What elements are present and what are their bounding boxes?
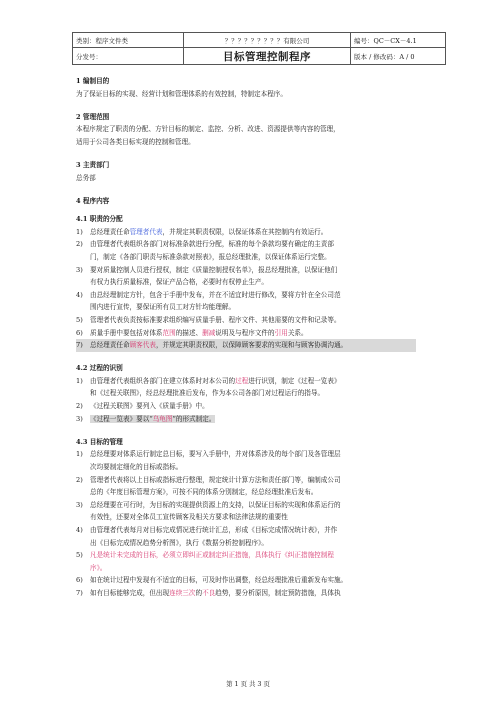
list-item: 1) 总经理要对体系运行制定总目标，要写入手册中，并对体系涉及的每个部门及各管理层 次均要制定细化的目标或指标。 <box>76 450 341 471</box>
document-title: 目标管理控制程序 <box>184 48 351 65</box>
list-item: 5) 凡是统计未完成的目标，必须立即纠正或制定纠正措施，具体执行《纠正措施控制程 序》。 <box>76 551 334 572</box>
list-item: 6) 质量手册中要包括对体系范围的描述、删减说明及与程序文件的引用关系。 <box>76 328 308 337</box>
list-item: 2) 管理者代表将以上目标或指标进行整理，规定统计计算方法和责任部门等，编制成公司 总的《年度目标管理方案》，可按不同的体系分别制定，经总经理批准后发布。 <box>76 475 341 497</box>
list-item: 1) 总经理责任命管理者代表，并规定其职责权限，以保证体系在其控制内有效运行。 <box>76 227 328 236</box>
section-1-title: 1 编制目的 <box>76 77 110 85</box>
version-cell: 版本 / 修改码：A / 0 <box>351 48 446 65</box>
section-4-3-title: 4.3 目标的管理 <box>76 437 123 446</box>
section-3-title: 3 主责部门 <box>76 160 110 169</box>
list-item: 1) 由管理者代表组织各部门在建立体系时对本公司的过程进行识别，制定《过程一览表》 和《过程关联图》，经总经理批准后发布，作为本公司各部门对过程运行的指导。 <box>76 376 341 398</box>
list-item-highlighted: 3) 《过程一览表》要以“乌龟图”的形式制定。 <box>76 414 216 423</box>
list-item: 4) 由管理者代表每月对目标完成情况进行统计汇总，形成《目标完成情况统计表》，并作 出《目标完成情况趋势分析图》，执行《数据分析控制程序》。 <box>76 525 338 547</box>
document-header-table <box>72 32 446 65</box>
list-item: 3) 要对质量控制人员进行授权，制定《质量控制授权名单》，报总经理批准，以保证他们 有权力执行质量标准，保证产品合格，必要时有权停止生产。 <box>76 265 338 287</box>
list-item: 6) 如在统计过程中发现有不适宜的目标，可及时作出调整，经总经理批准后重新发布实施。 <box>76 576 348 585</box>
document-body <box>76 75 416 599</box>
list-item: 2) 由管理者代表组织各部门对标准条款进行分配，标准的每个条款均要有确定的主责部 门，制定《各部门职责与标准条款对照表》，报总经理批准，以保证体系运行完整。 <box>76 240 334 262</box>
list-item: 7) 如有目标能够完成，但出现连续三次的不良趋势，要分析原因，制定预防措施，具体执 <box>76 588 341 597</box>
doc-code-cell: 编号：QC－CX－4.1 <box>351 33 446 48</box>
list-item-highlighted: 7) 总经理责任命顾客代表，并规定其职责权限，以保障顾客要求的实现和与顾客协调沟通。 <box>76 339 416 352</box>
list-item: 4) 由总经理制定方针，包含于手册中发布，并在不适宜时进行修改，要将方针在全公司范 围内进行宣传，要保证所有员工对方针均能理解。 <box>76 290 341 312</box>
list-item: 5) 管理者代表负责按标准要求组织编写质量手册、程序文件、其他需要的文件和记录等。 <box>76 316 341 324</box>
section-2-text-line1: 本程序规定了职责的分配、方针目标的制定、监控、分析、改进、资源提供等内容的管理， <box>76 125 340 134</box>
section-2-text-line2: 适用于公司各类目标实现的控制和管理。 <box>76 137 195 146</box>
section-4-2-title: 4.2 过程的识别 <box>76 364 123 373</box>
list-item: 3) 总经理要在可行时，为目标的实现提供资源上的支持，以保证目标的实现和体系运行的 有效性，还要对全体员工宣传顾客及相关方要求和法律法规的重要性 <box>76 500 341 522</box>
list-item: 2) 《过程关联图》要列入《质量手册》中。 <box>76 402 209 411</box>
section-4-1-title: 4.1 职责的分配 <box>76 215 123 224</box>
doc-type-cell: 类别：程序文件类 <box>73 33 184 48</box>
page-footer: 第 1 页 共 3 页 <box>226 680 270 688</box>
section-2-title: 2 管理范围 <box>76 112 110 121</box>
distribution-cell: 分发号： <box>73 48 184 65</box>
company-name-cell: ？？？？？？？？？有限公司 <box>184 33 351 48</box>
section-4-title: 4 程序内容 <box>76 196 110 205</box>
highlighted-term: 管理者代表 <box>129 227 163 236</box>
section-3-text: 总务部 <box>76 173 96 182</box>
section-1-text: 为了保证目标的实现、经营计划和管理体系的有效控制，特制定本程序。 <box>76 89 287 98</box>
